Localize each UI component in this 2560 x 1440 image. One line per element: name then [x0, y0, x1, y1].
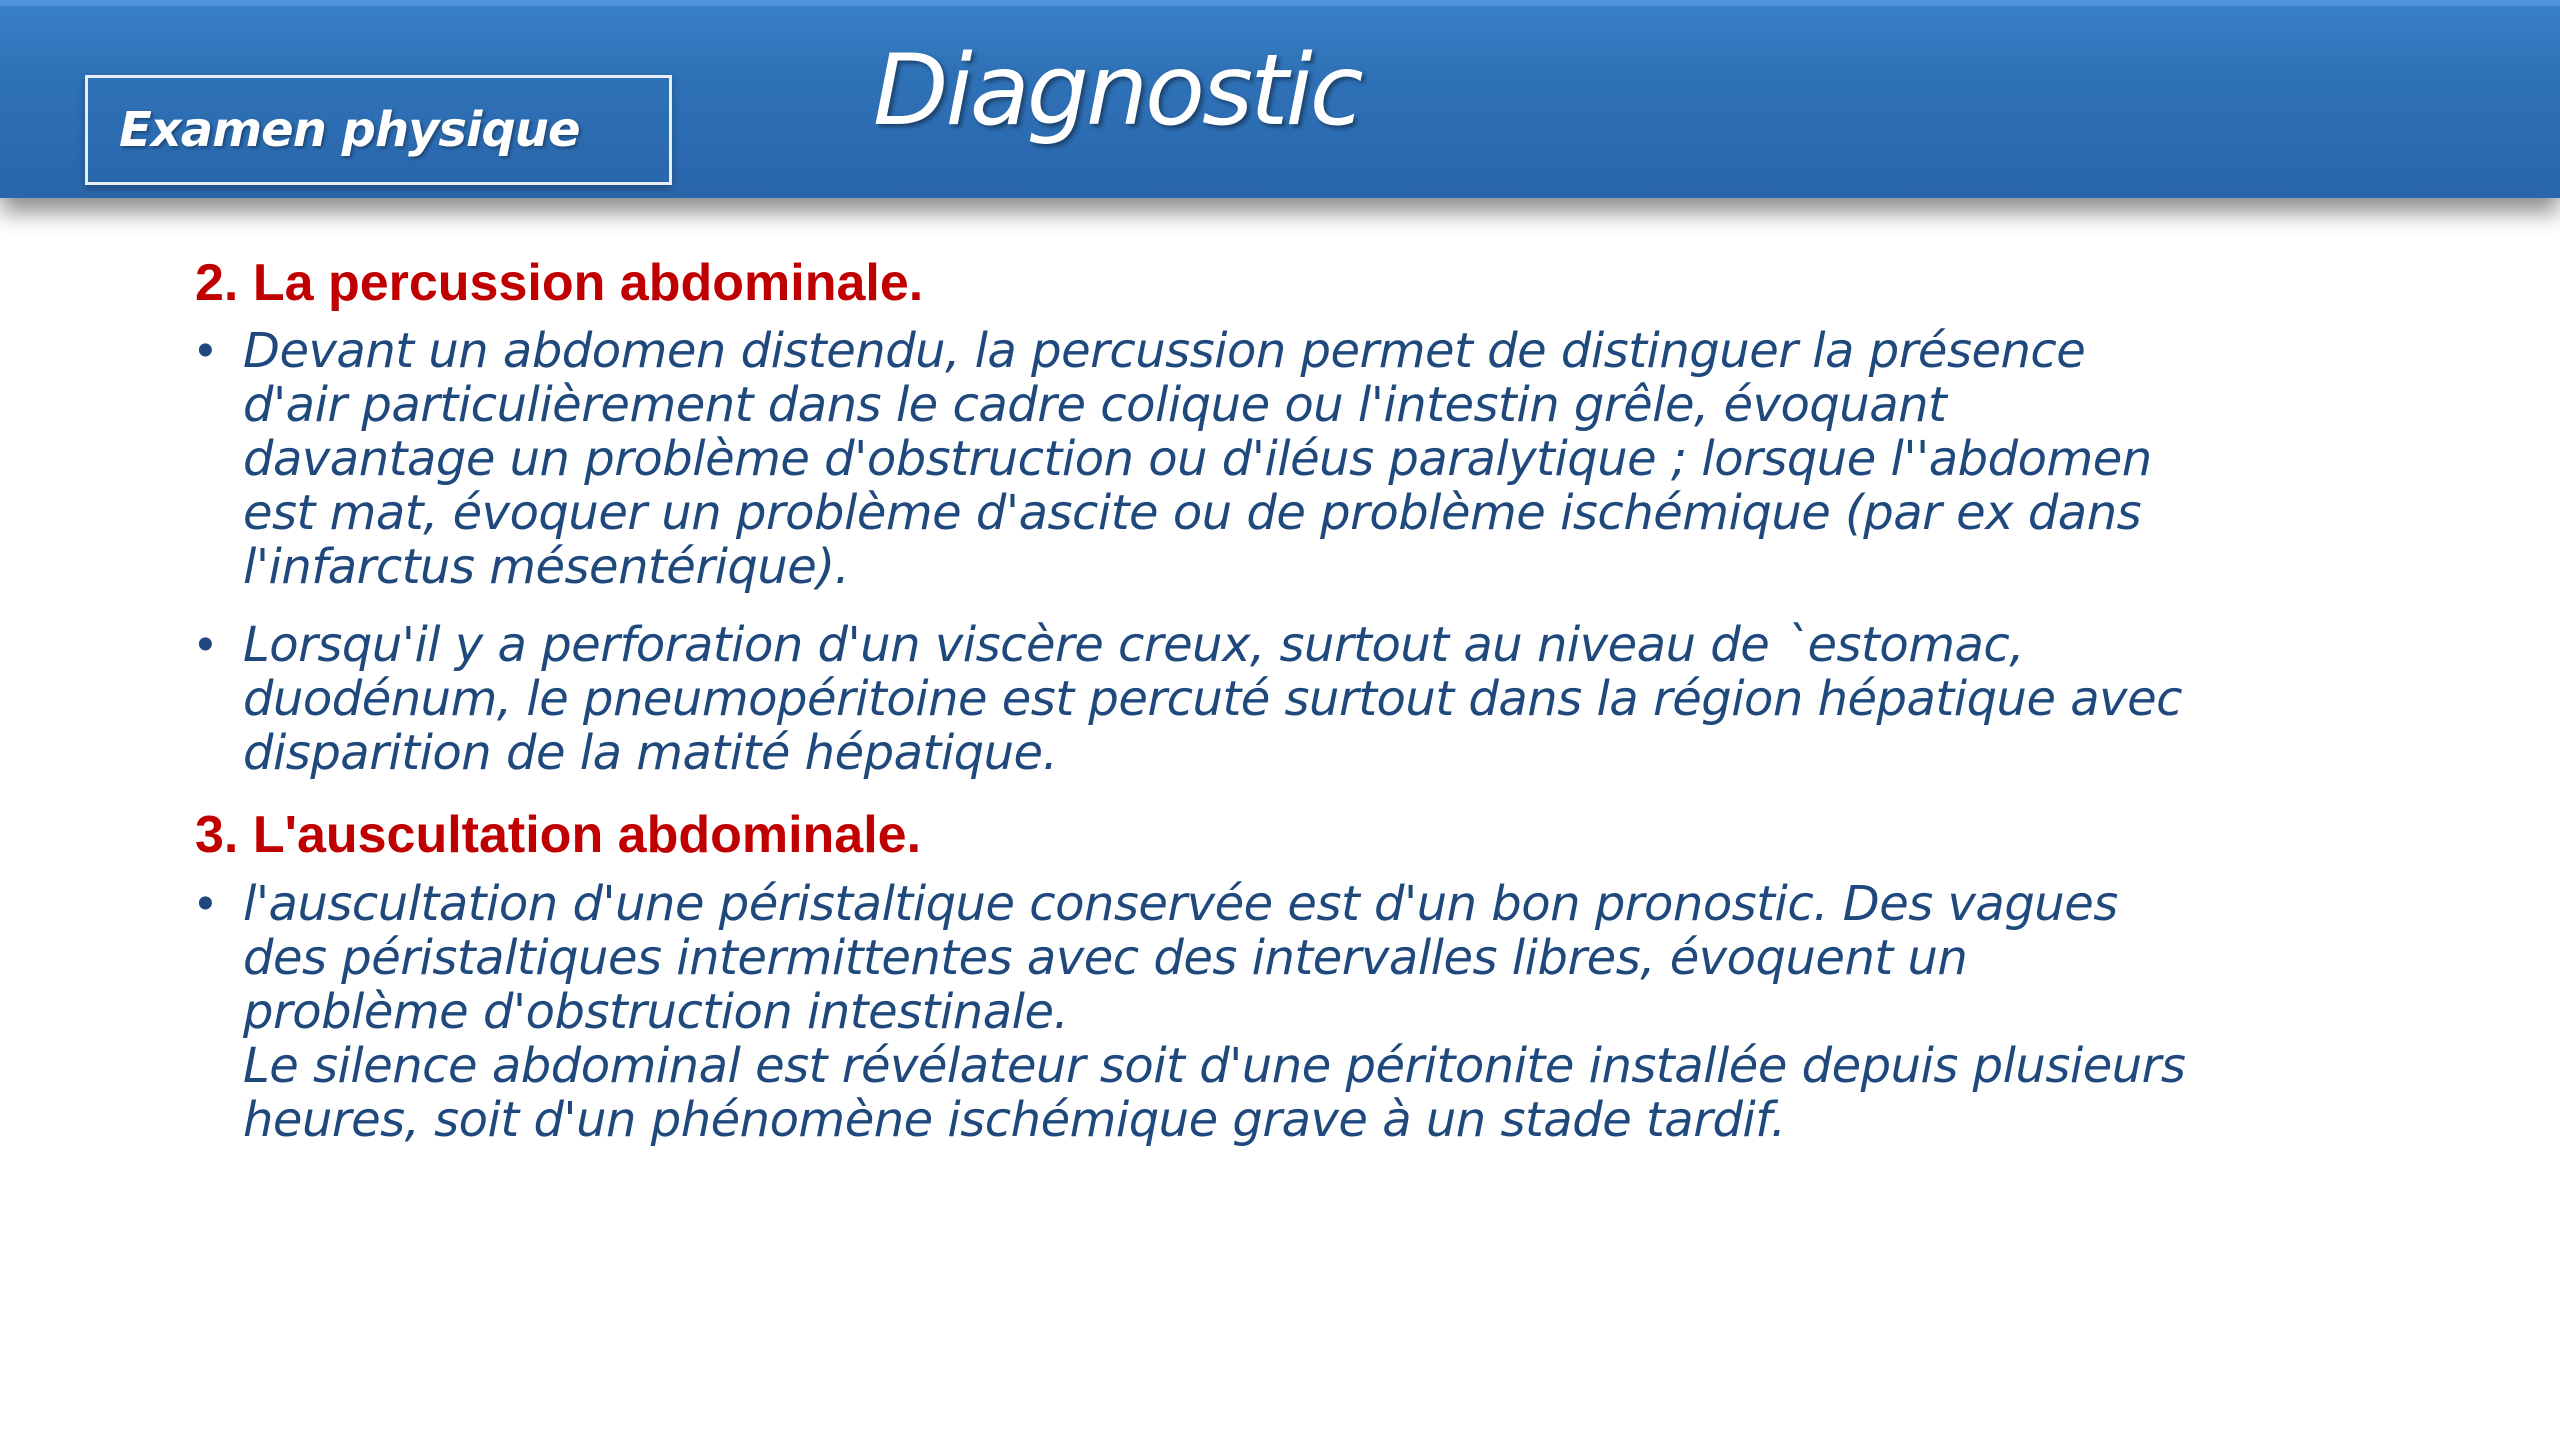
slide-content — [195, 252, 2375, 1171]
section-label: Examen physique — [119, 102, 580, 158]
section-label-box — [85, 75, 672, 185]
bullet-line: Devant un abdomen distendu, la percussion permet de distinguer la présence — [243, 323, 2086, 380]
bullet-line: heures, soit d'un phénomène ischémique grave à un stade tardif. — [243, 1091, 1786, 1148]
bullet-list-auscultation — [195, 877, 2375, 1147]
header-bar — [0, 0, 2560, 198]
bullet-text — [243, 877, 2375, 1147]
bullet-line: d'air particulièrement dans le cadre colique ou l'intestin grêle, évoquant — [243, 377, 1947, 434]
bullet-text — [243, 618, 2375, 780]
section-heading-auscultation: 3. L'auscultation abdominale. — [195, 806, 922, 865]
slide-title: Diagnostic — [873, 34, 1361, 148]
bullet-line: davantage un problème d'obstruction ou d'iléus paralytique ; lorsque l''abdomen — [243, 431, 2152, 488]
bullet-item — [195, 324, 2375, 594]
bullet-icon: • — [197, 618, 214, 672]
bullet-line: des péristaltiques intermittentes avec des intervalles libres, évoquent un — [243, 929, 1968, 986]
bullet-list-percussion — [195, 324, 2375, 780]
bullet-line: l'infarctus mésentérique). — [243, 539, 850, 596]
bullet-line: Le silence abdominal est révélateur soit d'une péritonite installée depuis plusieurs — [243, 1037, 2186, 1094]
bullet-icon: • — [197, 324, 214, 378]
bullet-line: Lorsqu'il y a perforation d'un viscère creux, surtout au niveau de `estomac, — [243, 617, 2025, 674]
bullet-line: problème d'obstruction intestinale. — [243, 983, 1069, 1040]
bullet-icon: • — [197, 876, 214, 930]
bullet-line: est mat, évoquer un problème d'ascite ou de problème ischémique (par ex dans — [243, 485, 2142, 542]
section-heading-percussion: 2. La percussion abdominale. — [195, 254, 924, 312]
bullet-item — [195, 877, 2375, 1147]
bullet-line: duodénum, le pneumopéritoine est percuté surtout dans la région hépatique avec — [243, 671, 2183, 728]
bullet-line: l'auscultation d'une péristaltique conservée est d'un bon pronostic. Des vagues — [243, 875, 2118, 932]
bullet-text — [243, 324, 2375, 594]
bullet-line: disparition de la matité hépatique. — [243, 725, 1058, 782]
bullet-item — [195, 618, 2375, 780]
